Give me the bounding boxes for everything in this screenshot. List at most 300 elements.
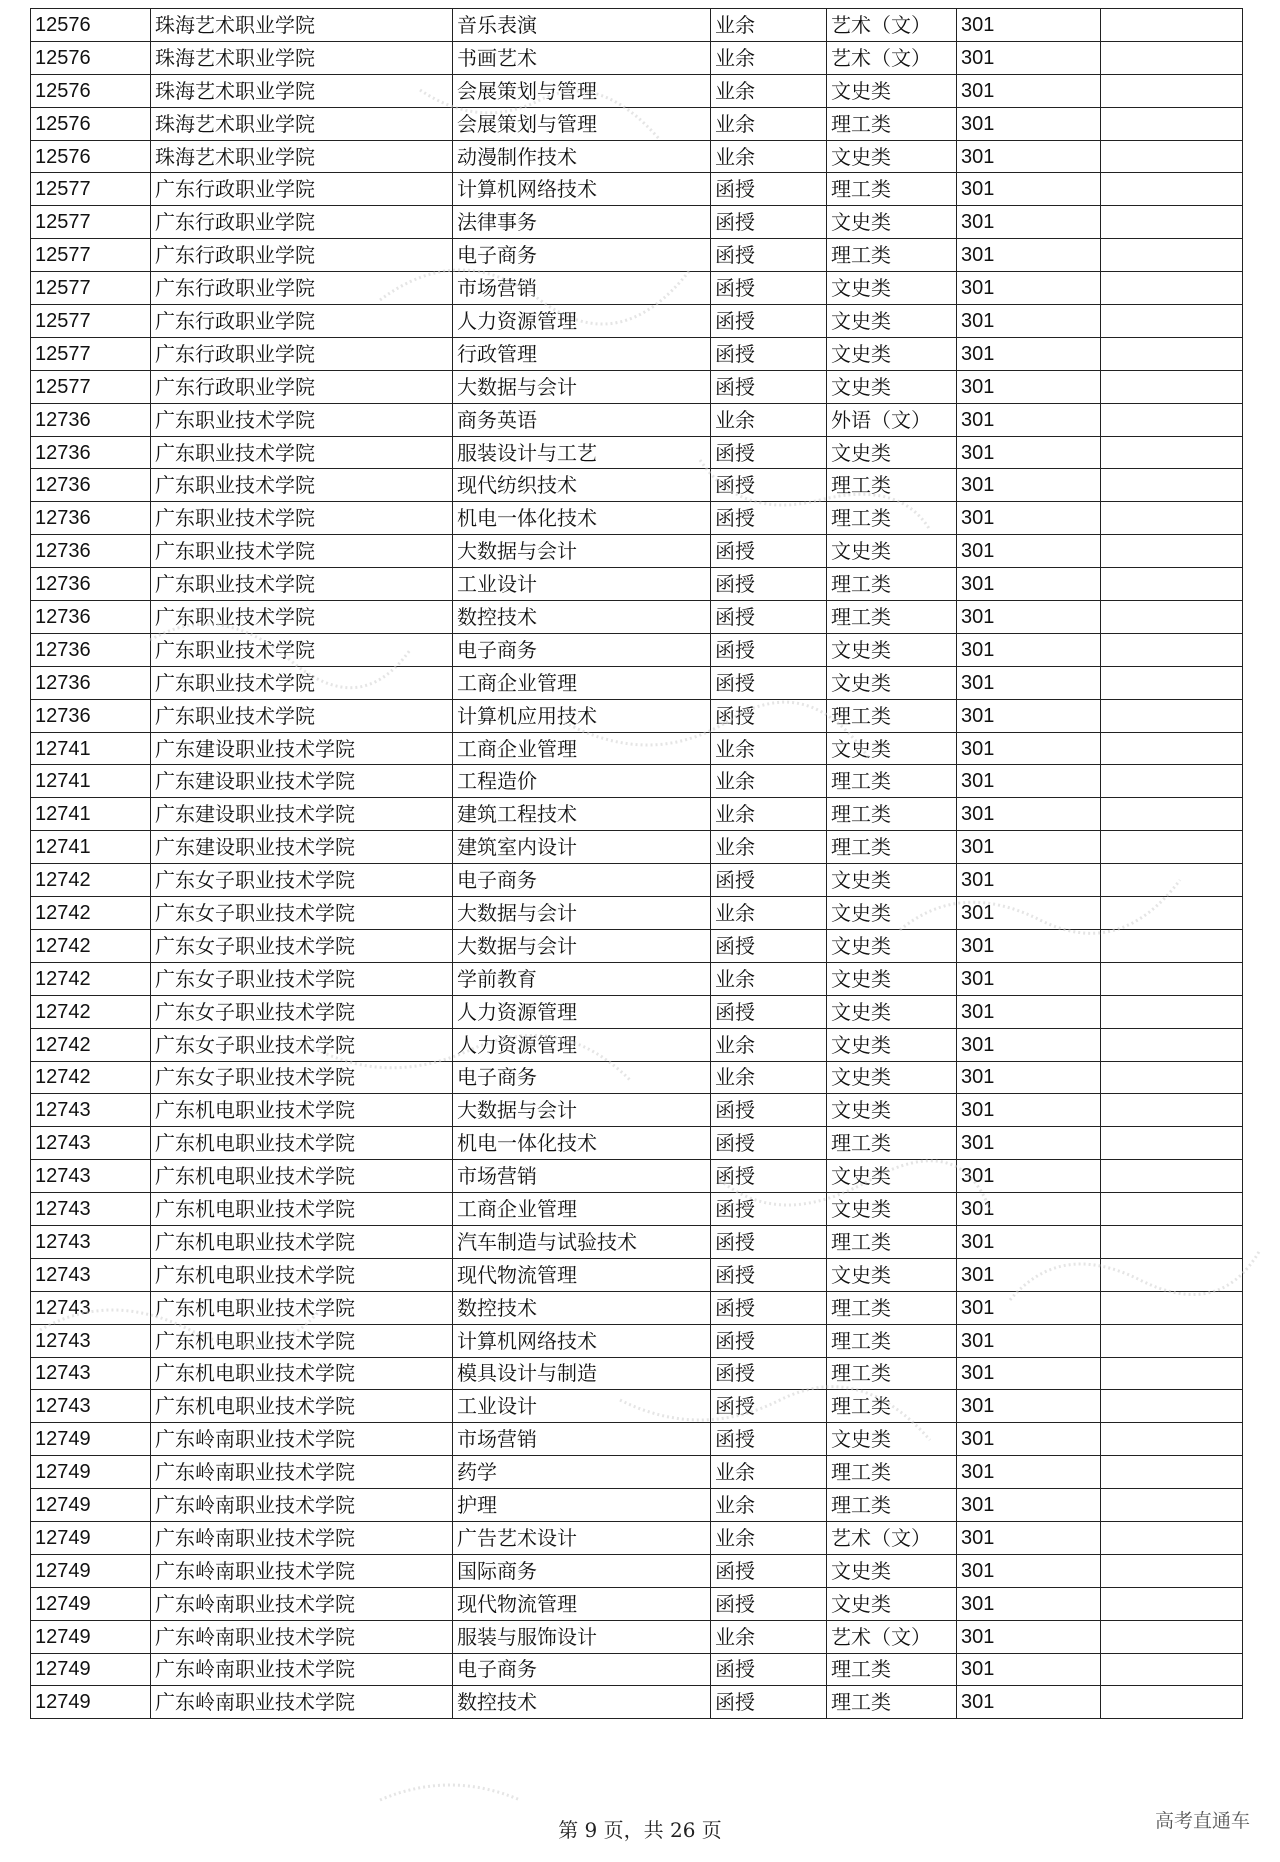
score-cell: 301 xyxy=(957,9,1101,42)
major-cell: 动漫制作技术 xyxy=(453,140,711,173)
score-cell: 301 xyxy=(957,601,1101,634)
remark-cell xyxy=(1101,206,1243,239)
category-cell: 文史类 xyxy=(827,74,957,107)
school-name-cell: 广东机电职业技术学院 xyxy=(151,1193,453,1226)
table-row xyxy=(31,1127,1243,1160)
major-cell: 电子商务 xyxy=(453,239,711,272)
study-mode-cell: 函授 xyxy=(711,305,827,338)
category-cell: 理工类 xyxy=(827,1225,957,1258)
category-cell: 理工类 xyxy=(827,1653,957,1686)
study-mode-cell: 业余 xyxy=(711,1521,827,1554)
score-cell: 301 xyxy=(957,1390,1101,1423)
major-cell: 学前教育 xyxy=(453,962,711,995)
table-row xyxy=(31,1587,1243,1620)
category-cell: 理工类 xyxy=(827,1489,957,1522)
school-name-cell: 广东职业技术学院 xyxy=(151,403,453,436)
study-mode-cell: 函授 xyxy=(711,666,827,699)
school-name-cell: 广东岭南职业技术学院 xyxy=(151,1554,453,1587)
remark-cell xyxy=(1101,370,1243,403)
table-row xyxy=(31,140,1243,173)
table-row xyxy=(31,1554,1243,1587)
category-cell: 理工类 xyxy=(827,568,957,601)
study-mode-cell: 函授 xyxy=(711,864,827,897)
score-cell: 301 xyxy=(957,107,1101,140)
study-mode-cell: 业余 xyxy=(711,831,827,864)
table-row xyxy=(31,1324,1243,1357)
study-mode-cell: 函授 xyxy=(711,436,827,469)
school-name-cell: 广东机电职业技术学院 xyxy=(151,1357,453,1390)
category-cell: 文史类 xyxy=(827,1587,957,1620)
category-cell: 文史类 xyxy=(827,535,957,568)
table-row xyxy=(31,962,1243,995)
school-code-cell: 12577 xyxy=(31,370,151,403)
school-code-cell: 12742 xyxy=(31,897,151,930)
major-cell: 服装与服饰设计 xyxy=(453,1620,711,1653)
score-cell: 301 xyxy=(957,1423,1101,1456)
admission-score-table xyxy=(30,8,1243,1719)
remark-cell xyxy=(1101,1489,1243,1522)
study-mode-cell: 业余 xyxy=(711,41,827,74)
remark-cell xyxy=(1101,305,1243,338)
school-code-cell: 12736 xyxy=(31,601,151,634)
school-name-cell: 广东建设职业技术学院 xyxy=(151,798,453,831)
school-code-cell: 12742 xyxy=(31,864,151,897)
category-cell: 理工类 xyxy=(827,1127,957,1160)
school-code-cell: 12736 xyxy=(31,436,151,469)
major-cell: 数控技术 xyxy=(453,1291,711,1324)
major-cell: 药学 xyxy=(453,1456,711,1489)
major-cell: 大数据与会计 xyxy=(453,1094,711,1127)
major-cell: 广告艺术设计 xyxy=(453,1521,711,1554)
study-mode-cell: 函授 xyxy=(711,1554,827,1587)
school-name-cell: 广东行政职业学院 xyxy=(151,272,453,305)
school-code-cell: 12736 xyxy=(31,633,151,666)
major-cell: 工业设计 xyxy=(453,1390,711,1423)
score-cell: 301 xyxy=(957,1028,1101,1061)
table-row xyxy=(31,699,1243,732)
score-cell: 301 xyxy=(957,1686,1101,1719)
remark-cell xyxy=(1101,1127,1243,1160)
school-code-cell: 12576 xyxy=(31,74,151,107)
school-name-cell: 广东机电职业技术学院 xyxy=(151,1160,453,1193)
school-name-cell: 广东建设职业技术学院 xyxy=(151,765,453,798)
school-name-cell: 广东女子职业技术学院 xyxy=(151,962,453,995)
category-cell: 理工类 xyxy=(827,601,957,634)
school-code-cell: 12576 xyxy=(31,9,151,42)
table-row xyxy=(31,831,1243,864)
study-mode-cell: 函授 xyxy=(711,1587,827,1620)
study-mode-cell: 业余 xyxy=(711,1489,827,1522)
score-cell: 301 xyxy=(957,305,1101,338)
school-name-cell: 广东岭南职业技术学院 xyxy=(151,1587,453,1620)
school-name-cell: 广东职业技术学院 xyxy=(151,436,453,469)
school-code-cell: 12749 xyxy=(31,1653,151,1686)
school-name-cell: 广东职业技术学院 xyxy=(151,601,453,634)
major-cell: 商务英语 xyxy=(453,403,711,436)
study-mode-cell: 函授 xyxy=(711,1094,827,1127)
major-cell: 音乐表演 xyxy=(453,9,711,42)
study-mode-cell: 业余 xyxy=(711,403,827,436)
study-mode-cell: 函授 xyxy=(711,206,827,239)
remark-cell xyxy=(1101,995,1243,1028)
school-name-cell: 广东岭南职业技术学院 xyxy=(151,1489,453,1522)
remark-cell xyxy=(1101,1587,1243,1620)
score-cell: 301 xyxy=(957,897,1101,930)
school-code-cell: 12577 xyxy=(31,337,151,370)
category-cell: 文史类 xyxy=(827,206,957,239)
remark-cell xyxy=(1101,897,1243,930)
study-mode-cell: 函授 xyxy=(711,502,827,535)
school-code-cell: 12743 xyxy=(31,1390,151,1423)
score-cell: 301 xyxy=(957,962,1101,995)
category-cell: 文史类 xyxy=(827,337,957,370)
table-row xyxy=(31,1456,1243,1489)
table-row xyxy=(31,239,1243,272)
table-row xyxy=(31,206,1243,239)
major-cell: 法律事务 xyxy=(453,206,711,239)
major-cell: 人力资源管理 xyxy=(453,305,711,338)
table-row xyxy=(31,1225,1243,1258)
remark-cell xyxy=(1101,173,1243,206)
school-name-cell: 广东行政职业学院 xyxy=(151,206,453,239)
table-row xyxy=(31,601,1243,634)
score-cell: 301 xyxy=(957,1225,1101,1258)
table-row xyxy=(31,765,1243,798)
category-cell: 理工类 xyxy=(827,239,957,272)
table-row xyxy=(31,9,1243,42)
school-name-cell: 广东行政职业学院 xyxy=(151,305,453,338)
remark-cell xyxy=(1101,1324,1243,1357)
school-name-cell: 广东行政职业学院 xyxy=(151,337,453,370)
school-code-cell: 12742 xyxy=(31,1061,151,1094)
remark-cell xyxy=(1101,601,1243,634)
study-mode-cell: 业余 xyxy=(711,1456,827,1489)
category-cell: 外语（文） xyxy=(827,403,957,436)
table-row xyxy=(31,107,1243,140)
table-row xyxy=(31,929,1243,962)
study-mode-cell: 业余 xyxy=(711,1028,827,1061)
category-cell: 文史类 xyxy=(827,272,957,305)
study-mode-cell: 业余 xyxy=(711,962,827,995)
table-row xyxy=(31,1423,1243,1456)
study-mode-cell: 业余 xyxy=(711,732,827,765)
table-row xyxy=(31,1357,1243,1390)
score-cell: 301 xyxy=(957,699,1101,732)
school-name-cell: 珠海艺术职业学院 xyxy=(151,9,453,42)
remark-cell xyxy=(1101,666,1243,699)
remark-cell xyxy=(1101,535,1243,568)
remark-cell xyxy=(1101,107,1243,140)
table-row xyxy=(31,535,1243,568)
school-code-cell: 12577 xyxy=(31,206,151,239)
school-name-cell: 广东职业技术学院 xyxy=(151,666,453,699)
score-cell: 301 xyxy=(957,765,1101,798)
major-cell: 会展策划与管理 xyxy=(453,107,711,140)
school-code-cell: 12743 xyxy=(31,1225,151,1258)
score-cell: 301 xyxy=(957,469,1101,502)
remark-cell xyxy=(1101,403,1243,436)
category-cell: 文史类 xyxy=(827,666,957,699)
school-name-cell: 广东机电职业技术学院 xyxy=(151,1324,453,1357)
table-row xyxy=(31,272,1243,305)
table-row xyxy=(31,436,1243,469)
remark-cell xyxy=(1101,1554,1243,1587)
study-mode-cell: 业余 xyxy=(711,798,827,831)
remark-cell xyxy=(1101,1521,1243,1554)
remark-cell xyxy=(1101,1653,1243,1686)
school-name-cell: 广东行政职业学院 xyxy=(151,173,453,206)
category-cell: 文史类 xyxy=(827,929,957,962)
major-cell: 大数据与会计 xyxy=(453,535,711,568)
major-cell: 建筑室内设计 xyxy=(453,831,711,864)
table-row xyxy=(31,305,1243,338)
school-name-cell: 广东岭南职业技术学院 xyxy=(151,1620,453,1653)
study-mode-cell: 函授 xyxy=(711,1324,827,1357)
score-cell: 301 xyxy=(957,798,1101,831)
study-mode-cell: 函授 xyxy=(711,633,827,666)
score-cell: 301 xyxy=(957,1324,1101,1357)
score-cell: 301 xyxy=(957,1521,1101,1554)
school-name-cell: 珠海艺术职业学院 xyxy=(151,140,453,173)
school-code-cell: 12736 xyxy=(31,469,151,502)
table-row xyxy=(31,798,1243,831)
category-cell: 理工类 xyxy=(827,502,957,535)
school-code-cell: 12749 xyxy=(31,1620,151,1653)
major-cell: 大数据与会计 xyxy=(453,897,711,930)
category-cell: 文史类 xyxy=(827,1423,957,1456)
study-mode-cell: 业余 xyxy=(711,140,827,173)
major-cell: 电子商务 xyxy=(453,864,711,897)
school-code-cell: 12749 xyxy=(31,1686,151,1719)
school-code-cell: 12741 xyxy=(31,798,151,831)
category-cell: 艺术（文） xyxy=(827,41,957,74)
school-code-cell: 12742 xyxy=(31,995,151,1028)
category-cell: 文史类 xyxy=(827,1193,957,1226)
score-cell: 301 xyxy=(957,633,1101,666)
school-code-cell: 12736 xyxy=(31,502,151,535)
school-code-cell: 12741 xyxy=(31,831,151,864)
brand-watermark-text: 高考直通车 xyxy=(1154,1810,1250,1832)
score-cell: 301 xyxy=(957,1127,1101,1160)
study-mode-cell: 业余 xyxy=(711,1061,827,1094)
category-cell: 理工类 xyxy=(827,765,957,798)
school-code-cell: 12742 xyxy=(31,929,151,962)
major-cell: 工业设计 xyxy=(453,568,711,601)
school-code-cell: 12743 xyxy=(31,1160,151,1193)
table-row xyxy=(31,469,1243,502)
major-cell: 模具设计与制造 xyxy=(453,1357,711,1390)
major-cell: 工商企业管理 xyxy=(453,732,711,765)
score-cell: 301 xyxy=(957,1061,1101,1094)
major-cell: 大数据与会计 xyxy=(453,929,711,962)
category-cell: 文史类 xyxy=(827,1160,957,1193)
category-cell: 艺术（文） xyxy=(827,9,957,42)
table-row xyxy=(31,1653,1243,1686)
table-row xyxy=(31,666,1243,699)
school-code-cell: 12736 xyxy=(31,666,151,699)
school-name-cell: 广东女子职业技术学院 xyxy=(151,864,453,897)
major-cell: 机电一体化技术 xyxy=(453,1127,711,1160)
major-cell: 工商企业管理 xyxy=(453,1193,711,1226)
study-mode-cell: 业余 xyxy=(711,74,827,107)
score-cell: 301 xyxy=(957,436,1101,469)
remark-cell xyxy=(1101,41,1243,74)
study-mode-cell: 函授 xyxy=(711,239,827,272)
major-cell: 汽车制造与试验技术 xyxy=(453,1225,711,1258)
score-cell: 301 xyxy=(957,140,1101,173)
school-code-cell: 12742 xyxy=(31,1028,151,1061)
category-cell: 文史类 xyxy=(827,897,957,930)
study-mode-cell: 函授 xyxy=(711,1357,827,1390)
remark-cell xyxy=(1101,140,1243,173)
remark-cell xyxy=(1101,633,1243,666)
category-cell: 理工类 xyxy=(827,1324,957,1357)
major-cell: 书画艺术 xyxy=(453,41,711,74)
study-mode-cell: 函授 xyxy=(711,1225,827,1258)
table-row xyxy=(31,568,1243,601)
major-cell: 工商企业管理 xyxy=(453,666,711,699)
study-mode-cell: 函授 xyxy=(711,1127,827,1160)
study-mode-cell: 业余 xyxy=(711,1620,827,1653)
category-cell: 文史类 xyxy=(827,436,957,469)
category-cell: 艺术（文） xyxy=(827,1620,957,1653)
remark-cell xyxy=(1101,74,1243,107)
study-mode-cell: 函授 xyxy=(711,929,827,962)
major-cell: 电子商务 xyxy=(453,633,711,666)
remark-cell xyxy=(1101,1291,1243,1324)
score-cell: 301 xyxy=(957,1094,1101,1127)
score-cell: 301 xyxy=(957,1587,1101,1620)
score-cell: 301 xyxy=(957,1653,1101,1686)
score-cell: 301 xyxy=(957,370,1101,403)
score-cell: 301 xyxy=(957,732,1101,765)
school-code-cell: 12577 xyxy=(31,239,151,272)
remark-cell xyxy=(1101,1686,1243,1719)
school-code-cell: 12749 xyxy=(31,1456,151,1489)
school-name-cell: 广东机电职业技术学院 xyxy=(151,1390,453,1423)
table-row xyxy=(31,74,1243,107)
study-mode-cell: 函授 xyxy=(711,601,827,634)
school-code-cell: 12577 xyxy=(31,173,151,206)
study-mode-cell: 函授 xyxy=(711,1193,827,1226)
school-name-cell: 广东机电职业技术学院 xyxy=(151,1094,453,1127)
table-row xyxy=(31,1094,1243,1127)
remark-cell xyxy=(1101,1258,1243,1291)
major-cell: 电子商务 xyxy=(453,1061,711,1094)
school-code-cell: 12736 xyxy=(31,568,151,601)
school-name-cell: 广东机电职业技术学院 xyxy=(151,1291,453,1324)
remark-cell xyxy=(1101,929,1243,962)
category-cell: 理工类 xyxy=(827,831,957,864)
category-cell: 理工类 xyxy=(827,1390,957,1423)
remark-cell xyxy=(1101,962,1243,995)
school-name-cell: 广东机电职业技术学院 xyxy=(151,1127,453,1160)
study-mode-cell: 函授 xyxy=(711,1653,827,1686)
remark-cell xyxy=(1101,568,1243,601)
school-name-cell: 广东机电职业技术学院 xyxy=(151,1258,453,1291)
category-cell: 文史类 xyxy=(827,1028,957,1061)
school-name-cell: 广东职业技术学院 xyxy=(151,469,453,502)
school-code-cell: 12749 xyxy=(31,1554,151,1587)
category-cell: 理工类 xyxy=(827,1686,957,1719)
category-cell: 文史类 xyxy=(827,1061,957,1094)
score-cell: 301 xyxy=(957,272,1101,305)
remark-cell xyxy=(1101,502,1243,535)
score-cell: 301 xyxy=(957,1554,1101,1587)
school-code-cell: 12736 xyxy=(31,535,151,568)
major-cell: 数控技术 xyxy=(453,1686,711,1719)
school-name-cell: 广东岭南职业技术学院 xyxy=(151,1521,453,1554)
table-row xyxy=(31,1291,1243,1324)
table-row xyxy=(31,403,1243,436)
school-name-cell: 广东岭南职业技术学院 xyxy=(151,1653,453,1686)
category-cell: 文史类 xyxy=(827,995,957,1028)
table-row xyxy=(31,337,1243,370)
major-cell: 市场营销 xyxy=(453,1160,711,1193)
study-mode-cell: 函授 xyxy=(711,995,827,1028)
table-row xyxy=(31,502,1243,535)
table-row xyxy=(31,370,1243,403)
school-code-cell: 12749 xyxy=(31,1423,151,1456)
remark-cell xyxy=(1101,239,1243,272)
school-code-cell: 12576 xyxy=(31,107,151,140)
score-cell: 301 xyxy=(957,1160,1101,1193)
category-cell: 理工类 xyxy=(827,798,957,831)
major-cell: 国际商务 xyxy=(453,1554,711,1587)
major-cell: 计算机网络技术 xyxy=(453,173,711,206)
school-name-cell: 广东岭南职业技术学院 xyxy=(151,1456,453,1489)
study-mode-cell: 函授 xyxy=(711,568,827,601)
remark-cell xyxy=(1101,337,1243,370)
score-cell: 301 xyxy=(957,995,1101,1028)
major-cell: 现代纺织技术 xyxy=(453,469,711,502)
remark-cell xyxy=(1101,831,1243,864)
study-mode-cell: 业余 xyxy=(711,897,827,930)
remark-cell xyxy=(1101,699,1243,732)
remark-cell xyxy=(1101,1061,1243,1094)
major-cell: 电子商务 xyxy=(453,1653,711,1686)
school-code-cell: 12743 xyxy=(31,1324,151,1357)
category-cell: 理工类 xyxy=(827,1357,957,1390)
category-cell: 文史类 xyxy=(827,140,957,173)
remark-cell xyxy=(1101,798,1243,831)
school-name-cell: 广东行政职业学院 xyxy=(151,239,453,272)
remark-cell xyxy=(1101,732,1243,765)
major-cell: 市场营销 xyxy=(453,272,711,305)
school-name-cell: 广东职业技术学院 xyxy=(151,633,453,666)
table-row xyxy=(31,1686,1243,1719)
school-code-cell: 12743 xyxy=(31,1258,151,1291)
score-cell: 301 xyxy=(957,831,1101,864)
category-cell: 艺术（文） xyxy=(827,1521,957,1554)
score-cell: 301 xyxy=(957,1620,1101,1653)
major-cell: 市场营销 xyxy=(453,1423,711,1456)
major-cell: 会展策划与管理 xyxy=(453,74,711,107)
school-code-cell: 12749 xyxy=(31,1521,151,1554)
major-cell: 人力资源管理 xyxy=(453,1028,711,1061)
school-name-cell: 广东女子职业技术学院 xyxy=(151,995,453,1028)
school-code-cell: 12749 xyxy=(31,1489,151,1522)
score-cell: 301 xyxy=(957,1489,1101,1522)
school-name-cell: 广东建设职业技术学院 xyxy=(151,732,453,765)
remark-cell xyxy=(1101,1357,1243,1390)
study-mode-cell: 函授 xyxy=(711,699,827,732)
school-name-cell: 珠海艺术职业学院 xyxy=(151,107,453,140)
school-name-cell: 广东职业技术学院 xyxy=(151,568,453,601)
table-row xyxy=(31,1390,1243,1423)
major-cell: 服装设计与工艺 xyxy=(453,436,711,469)
category-cell: 文史类 xyxy=(827,732,957,765)
